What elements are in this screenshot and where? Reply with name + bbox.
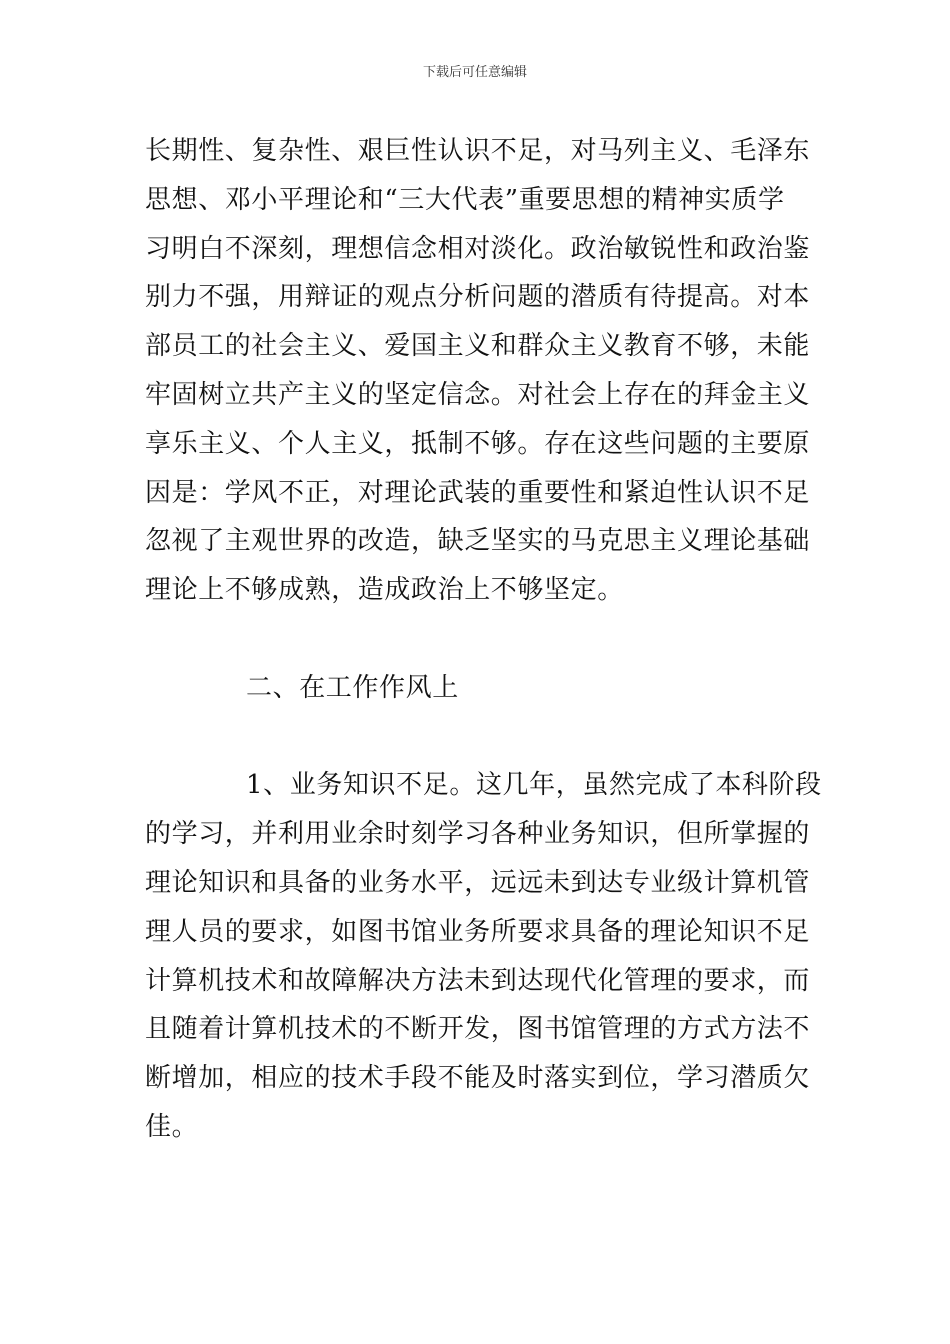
page-header: 下载后可任意编辑 [422,65,527,80]
paragraph-1-line-10: 理论上不够成熟，造成政治上不够坚定。 [145,575,624,606]
blank-line [145,615,825,664]
paragraph-2-line-7: 断增加，相应的技术手段不能及时落实到位，学习潜质欠 [145,1063,811,1094]
paragraph-1-line-4: 别力不强，用辩证的观点分析问题的潜质有待提高。对本 [145,282,811,313]
paragraph-1-line-5: 部员工的社会主义、爱国主义和群众主义教育不够，未能 [145,331,811,362]
paragraph-2-line-2: 的学习，并利用业余时刻学习各种业务知识，但所掌握的 [145,819,811,850]
section-heading: 二、在工作作风上 [246,672,459,703]
paragraph-1-line-1: 长期性、复杂性、艰巨性认识不足，对马列主义、毛泽东 [145,136,811,166]
paragraph-1-line-7: 享乐主义、个人主义，抵制不够。存在这些问题的主要原 [145,428,811,459]
paragraph-2-line-4: 理人员的要求，如图书馆业务所要求具备的理论知识不足 [145,916,811,947]
blank-line [145,713,825,762]
paragraph-1-line-2: 思想、邓小平理论和“三大代表”重要思想的精神实质学 [145,184,785,215]
paragraph-2-line-3: 理论知识和具备的业务水平，远远未到达专业级计算机管 [145,867,811,898]
paragraph-1-line-3: 习明白不深刻，理想信念相对淡化。政治敏锐性和政治鉴 [145,233,811,264]
paragraph-2-line-8: 佳。 [145,1111,199,1142]
document-body [145,127,825,1152]
paragraph-2-line-5: 计算机技术和故障解决方法未到达现代化管理的要求，而 [145,965,811,996]
paragraph-2-line-1: 1、业务知识不足。这几年，虽然完成了本科阶段 [246,770,822,801]
paragraph-1-line-9: 忽视了主观世界的改造，缺乏坚实的马克思主义理论基础 [145,526,811,557]
paragraph-2-line-6: 且随着计算机技术的不断开发，图书馆管理的方式方法不 [145,1014,811,1045]
paragraph-1-line-8: 因是：学风不正，对理论武装的重要性和紧迫性认识不足 [145,477,811,508]
paragraph-1-line-6: 牢固树立共产主义的坚定信念。对社会上存在的拜金主义 [145,379,811,410]
